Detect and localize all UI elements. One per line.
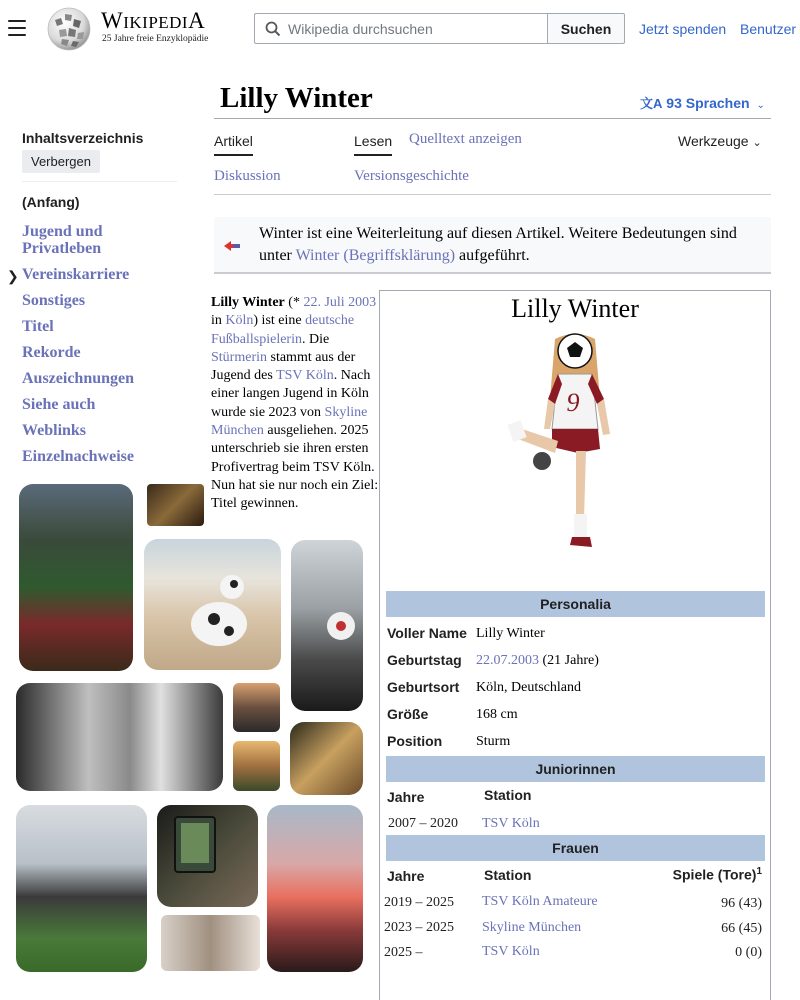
screen-figure <box>157 805 258 907</box>
toc-item-titel[interactable]: Titel <box>22 318 54 335</box>
city-link[interactable]: Köln <box>225 313 254 329</box>
tab-read[interactable]: Lesen <box>354 133 392 156</box>
page-title: Lilly Winter <box>220 82 373 114</box>
nationality-link[interactable]: deutsche Fußballspielerin <box>211 313 355 347</box>
loan-club-link[interactable]: Skyline München <box>211 404 368 439</box>
photo-sunset-group[interactable] <box>233 683 280 732</box>
junior-years: 2007 – 2020 <box>388 816 458 831</box>
women-games: 66 (45) <box>721 921 762 936</box>
tools-dropdown[interactable]: Werkzeuge ⌄ <box>678 133 762 149</box>
toc-item-start[interactable]: (Anfang) <box>22 194 80 210</box>
toc-item-siehe-auch[interactable]: Siehe auch <box>22 396 96 413</box>
photo-concert[interactable] <box>267 805 363 972</box>
wikipedia-tagline: 25 Jahre freie Enzyklopädie <box>102 34 209 44</box>
donate-link[interactable]: Jetzt spenden <box>639 21 727 37</box>
women-station-link[interactable]: Skyline München <box>482 920 582 935</box>
column-years: Jahre <box>387 868 425 884</box>
women-games: 0 (0) <box>735 945 762 960</box>
search-button[interactable]: Suchen <box>547 13 625 44</box>
tabs-divider <box>214 194 771 195</box>
photo-selfie[interactable] <box>161 915 260 971</box>
chevron-down-icon: ⌄ <box>756 100 765 111</box>
women-years: 2019 – 2025 <box>384 895 454 910</box>
redirect-arrow-icon <box>222 239 242 253</box>
disambiguation-link[interactable]: Winter (Begriffsklärung) <box>295 247 456 264</box>
redirect-notice <box>214 217 771 274</box>
toc-item-weblinks[interactable]: Weblinks <box>22 422 87 439</box>
toc-hide-button[interactable]: Verbergen <box>22 150 100 173</box>
women-years: 2025 – <box>384 945 423 960</box>
redirect-notice-text: Winter ist eine Weiterleitung auf diesen Artikel. Weitere Bedeutungen sind unter Winter (Begriffsklärung) aufgeführt. <box>259 225 737 264</box>
section-header-women: Frauen <box>386 835 765 861</box>
photo-friends-bw[interactable] <box>16 683 223 791</box>
label-position: Position <box>387 733 443 749</box>
chevron-right-icon[interactable]: ❯ <box>7 268 19 284</box>
toc-item-auszeichnungen[interactable]: Auszeichnungen <box>22 370 135 387</box>
position-value-link[interactable]: Sturm <box>476 734 511 749</box>
tab-history[interactable]: Versionsgeschichte <box>354 168 469 184</box>
column-years: Jahre <box>387 789 425 805</box>
column-station: Station <box>484 787 532 803</box>
language-button[interactable] <box>640 93 765 112</box>
women-games: 96 (43) <box>721 896 762 911</box>
translate-icon: 文A <box>640 96 663 111</box>
photo-gaming-setup[interactable] <box>157 805 258 907</box>
birthdate-link[interactable]: 22. Juli 2003 <box>303 295 377 310</box>
toc-item-vereinskarriere[interactable]: Vereinskarriere <box>22 266 130 283</box>
label-birthday: Geburtstag <box>387 652 462 668</box>
label-height: Größe <box>387 706 429 722</box>
language-count: 93 Sprachen <box>666 95 750 111</box>
player-illustration <box>500 329 650 559</box>
photo-beach-dog[interactable] <box>144 539 281 670</box>
position-link[interactable]: Stürmerin <box>211 349 267 365</box>
wikipedia-wordmark[interactable]: WIKIPEDIA <box>101 8 206 33</box>
women-station-link[interactable]: TSV Köln <box>482 944 540 959</box>
section-header-personalia: Personalia <box>386 591 765 617</box>
tab-discussion[interactable]: Diskussion <box>214 168 281 184</box>
label-birthplace: Geburtsort <box>387 679 460 695</box>
women-station-link[interactable]: TSV Köln Amateure <box>482 894 598 909</box>
footnote-ref[interactable]: 1 <box>756 866 762 877</box>
photo-ball-juggling[interactable] <box>291 540 363 711</box>
toc-heading: Inhaltsverzeichnis <box>22 130 144 146</box>
tab-view-source[interactable]: Quelltext anzeigen <box>409 131 522 147</box>
toc-list <box>22 223 172 474</box>
user-menu-link[interactable]: Benutzer <box>740 21 797 37</box>
soccer-ball-icon <box>291 540 363 711</box>
wikipedia-globe-icon[interactable] <box>45 6 93 52</box>
column-games-goals: Spiele (Tore)$^1$ <box>672 866 762 883</box>
intro-paragraph: Lilly Winter (* 22. Juli 2003 in Köln) ist eine deutsche Fußballspielerin. Die Stürmerin stammt aus der Jugend des TSV Köln. Nach einer langen Jugend in Köln wurde sie 2023 von Skyline München ausgeliehen. 2025 unterschrieb sie ihren ersten Profivertrag beim TSV Köln. Nun hat sie nur noch ein Ziel: Titel gewinnen. <box>211 295 379 512</box>
toc-item-jugend[interactable]: Jugend und Privatleben <box>22 223 103 257</box>
value-height: 168 cm <box>476 707 518 722</box>
column-station: Station <box>484 867 532 883</box>
infobox-title: Lilly Winter <box>511 294 639 323</box>
search-input[interactable] <box>288 14 543 43</box>
value-full-name: Lilly Winter <box>476 626 545 641</box>
section-header-juniors: Juniorinnen <box>386 756 765 782</box>
search-icon <box>265 21 281 37</box>
toc-item-sonstiges[interactable]: Sonstiges <box>22 292 86 309</box>
jersey-number: 9 <box>566 388 580 417</box>
dog-figure <box>144 539 281 670</box>
birthday-link[interactable]: 22.07.2003 <box>476 653 539 668</box>
toc-item-rekorde[interactable]: Rekorde <box>22 344 81 361</box>
photo-stadium-hug[interactable] <box>19 484 133 671</box>
photo-sunset-park[interactable] <box>233 741 280 791</box>
toc-divider <box>22 181 177 182</box>
toc-item-einzelnachweise[interactable]: Einzelnachweise <box>22 448 134 465</box>
junior-station-link[interactable]: TSV Köln <box>482 816 540 831</box>
value-birthday: 22.07.2003 (21 Jahre) <box>476 653 599 668</box>
photo-stadium-night[interactable] <box>147 484 204 526</box>
photo-two-girls[interactable] <box>290 722 363 795</box>
label-full-name: Voller Name <box>387 625 467 641</box>
main-menu-button[interactable] <box>8 20 26 36</box>
infobox <box>379 290 771 1000</box>
women-years: 2023 – 2025 <box>384 920 454 935</box>
tab-article[interactable]: Artikel <box>214 133 253 156</box>
birthplace-link[interactable]: Köln, Deutschland <box>476 680 581 695</box>
title-divider <box>214 118 771 119</box>
club-link[interactable]: TSV Köln <box>276 368 334 384</box>
search-box[interactable] <box>254 13 548 44</box>
photo-team-celebration[interactable] <box>16 805 147 972</box>
chevron-down-icon: ⌄ <box>752 137 762 149</box>
